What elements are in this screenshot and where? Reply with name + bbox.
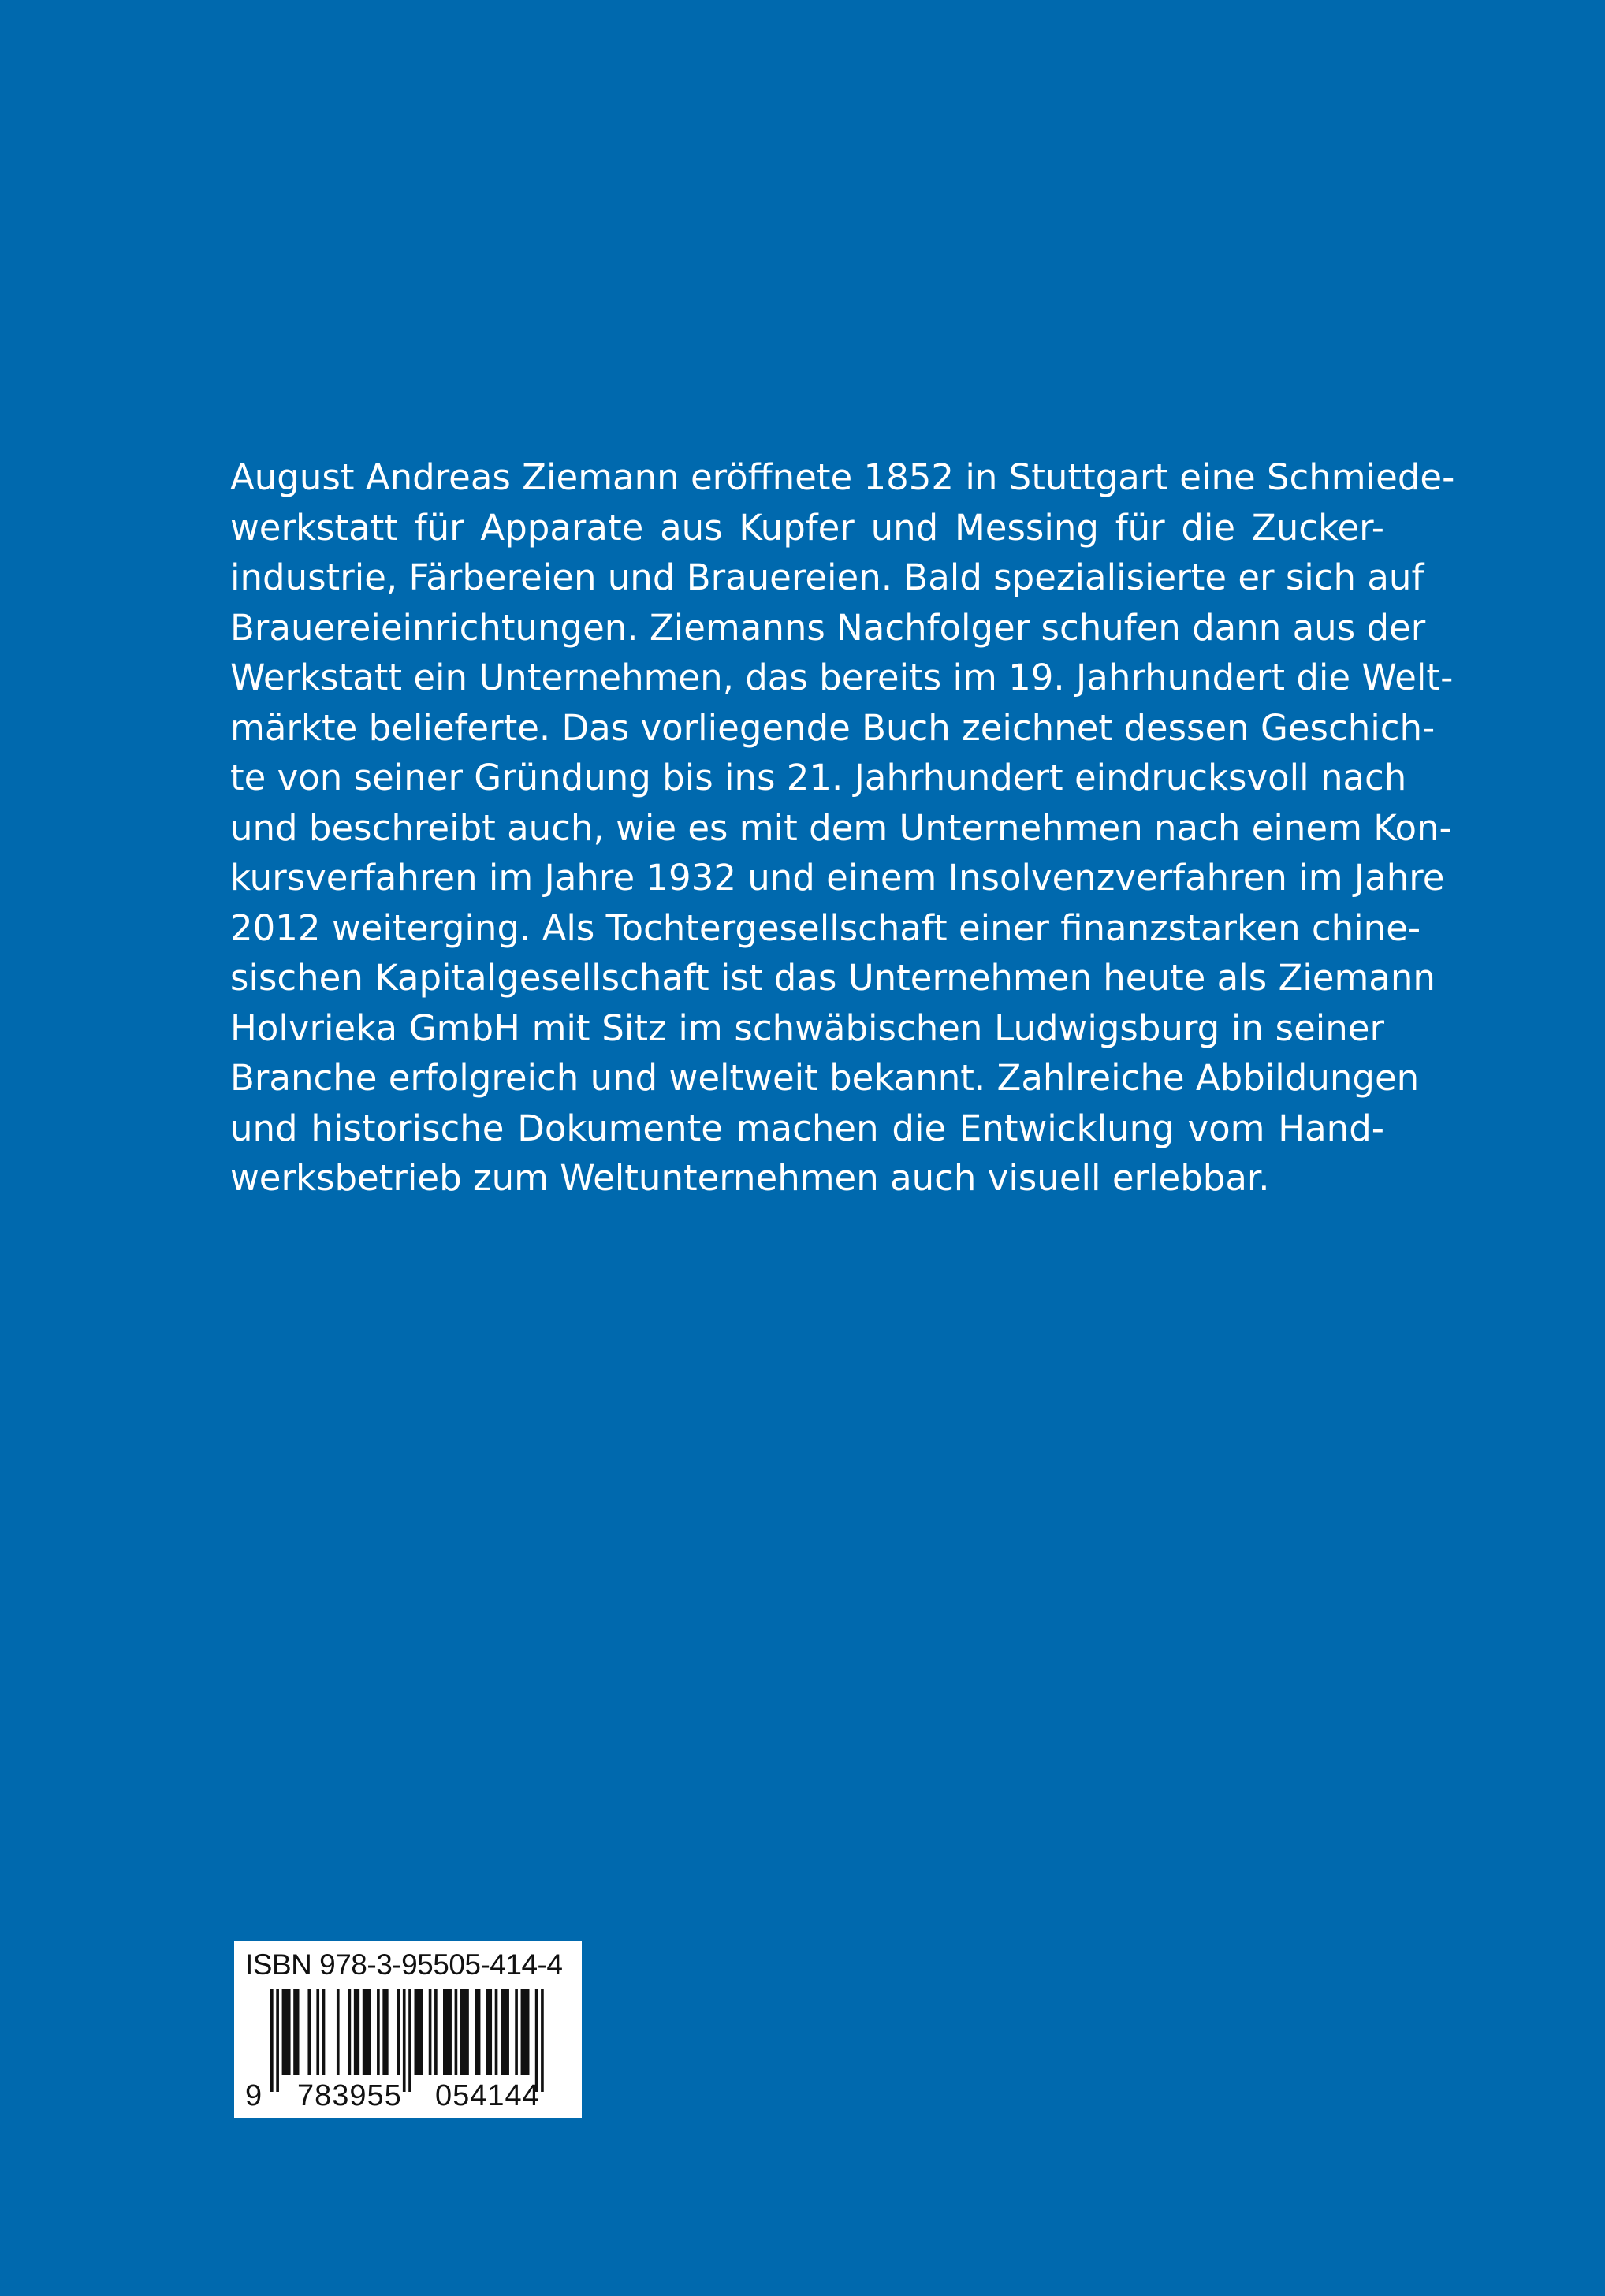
blurb-line: werksbetrieb zum Weltunternehmen auch visuell erlebbar. (230, 1157, 1270, 1199)
barcode-guard-bar (408, 1989, 411, 2092)
blurb-line: märkte belieferte. Das vorliegende Buch zeichnet dessen Geschich- (230, 706, 1436, 749)
barcode-guard-bar (276, 1989, 279, 2092)
barcode-bar (316, 1989, 319, 2075)
barcode-bar (322, 1989, 326, 2075)
barcode-bar (282, 1989, 291, 2075)
blurb-line: und historische Dokumente machen die Entwicklung vom Hand- (230, 1107, 1384, 1149)
ean-first-digit: 9 (245, 2079, 263, 2112)
barcode-bar (307, 1989, 311, 2075)
blurb-line: August Andreas Ziemann eröffnete 1852 in Stuttgart eine Schmiede- (230, 456, 1455, 498)
blurb-line: Branche erfolgreich und weltweit bekannt. Zahlreiche Abbildungen (230, 1057, 1420, 1099)
ean-right-group: 054144 (435, 2079, 540, 2112)
isbn-barcode (234, 1941, 582, 2118)
isbn-label: ISBN 978-3-95505-414-4 (245, 1948, 563, 1981)
barcode-bar (415, 1989, 423, 2075)
barcode-bar (293, 1989, 299, 2075)
blurb-line: kursverfahren im Jahre 1932 und einem Insolvenzverfahren im Jahre (230, 857, 1445, 899)
ean-left-group: 783955 (297, 2079, 402, 2112)
blurb-line: te von seiner Gründung bis ins 21. Jahrhundert eindrucksvoll nach (230, 757, 1407, 798)
barcode-bar (495, 1989, 498, 2075)
blurb-line: und beschreibt auch, wie es mit dem Unternehmen nach einem Kon- (230, 806, 1452, 849)
barcode-bar (460, 1989, 469, 2075)
barcode-bar (363, 1989, 371, 2075)
barcode-bar (521, 1989, 530, 2075)
barcode-bar (455, 1989, 458, 2075)
blurb-line: Holvrieka GmbH mit Sitz im schwäbischen Ludwigsburg in seiner (230, 1007, 1384, 1049)
blurb-line: Brauereieinrichtungen. Ziemanns Nachfolger schufen dann aus der (230, 606, 1426, 649)
barcode-bar (348, 1989, 352, 2075)
barcode-bar (501, 1989, 509, 2075)
barcode-bar (434, 1989, 438, 2075)
barcode-bar (382, 1989, 388, 2075)
blurb-line: sischen Kapitalgesellschaft ist das Unternehmen heute als Ziemann (230, 957, 1436, 999)
barcode-guard-bar (541, 1989, 544, 2092)
barcode-bar (515, 1989, 518, 2075)
barcode-guard-bar (270, 1989, 274, 2092)
barcode-bar (443, 1989, 452, 2075)
barcode-bar (397, 1989, 400, 2075)
barcode-bar (486, 1989, 492, 2075)
barcode-bar (337, 1989, 340, 2075)
blurb-line: 2012 weiterging. Als Tochtergesellschaft einer finanzstarken chine- (230, 906, 1421, 949)
blurb-line: werkstatt für Apparate aus Kupfer und Messing für die Zucker- (230, 506, 1384, 549)
blurb-line: industrie, Färbereien und Brauereien. Bald spezialisierte er sich auf (230, 556, 1424, 598)
blurb-line: Werkstatt ein Unternehmen, das bereits im 19. Jahrhundert die Welt- (230, 657, 1454, 698)
barcode-bar (429, 1989, 432, 2075)
barcode-bar (475, 1989, 480, 2075)
barcode-bar (377, 1989, 380, 2075)
back-cover-blurb (230, 452, 1455, 1204)
barcode-bar (354, 1989, 359, 2075)
barcode-guard-bar (535, 1989, 538, 2092)
barcode-guard-bar (403, 1989, 406, 2092)
